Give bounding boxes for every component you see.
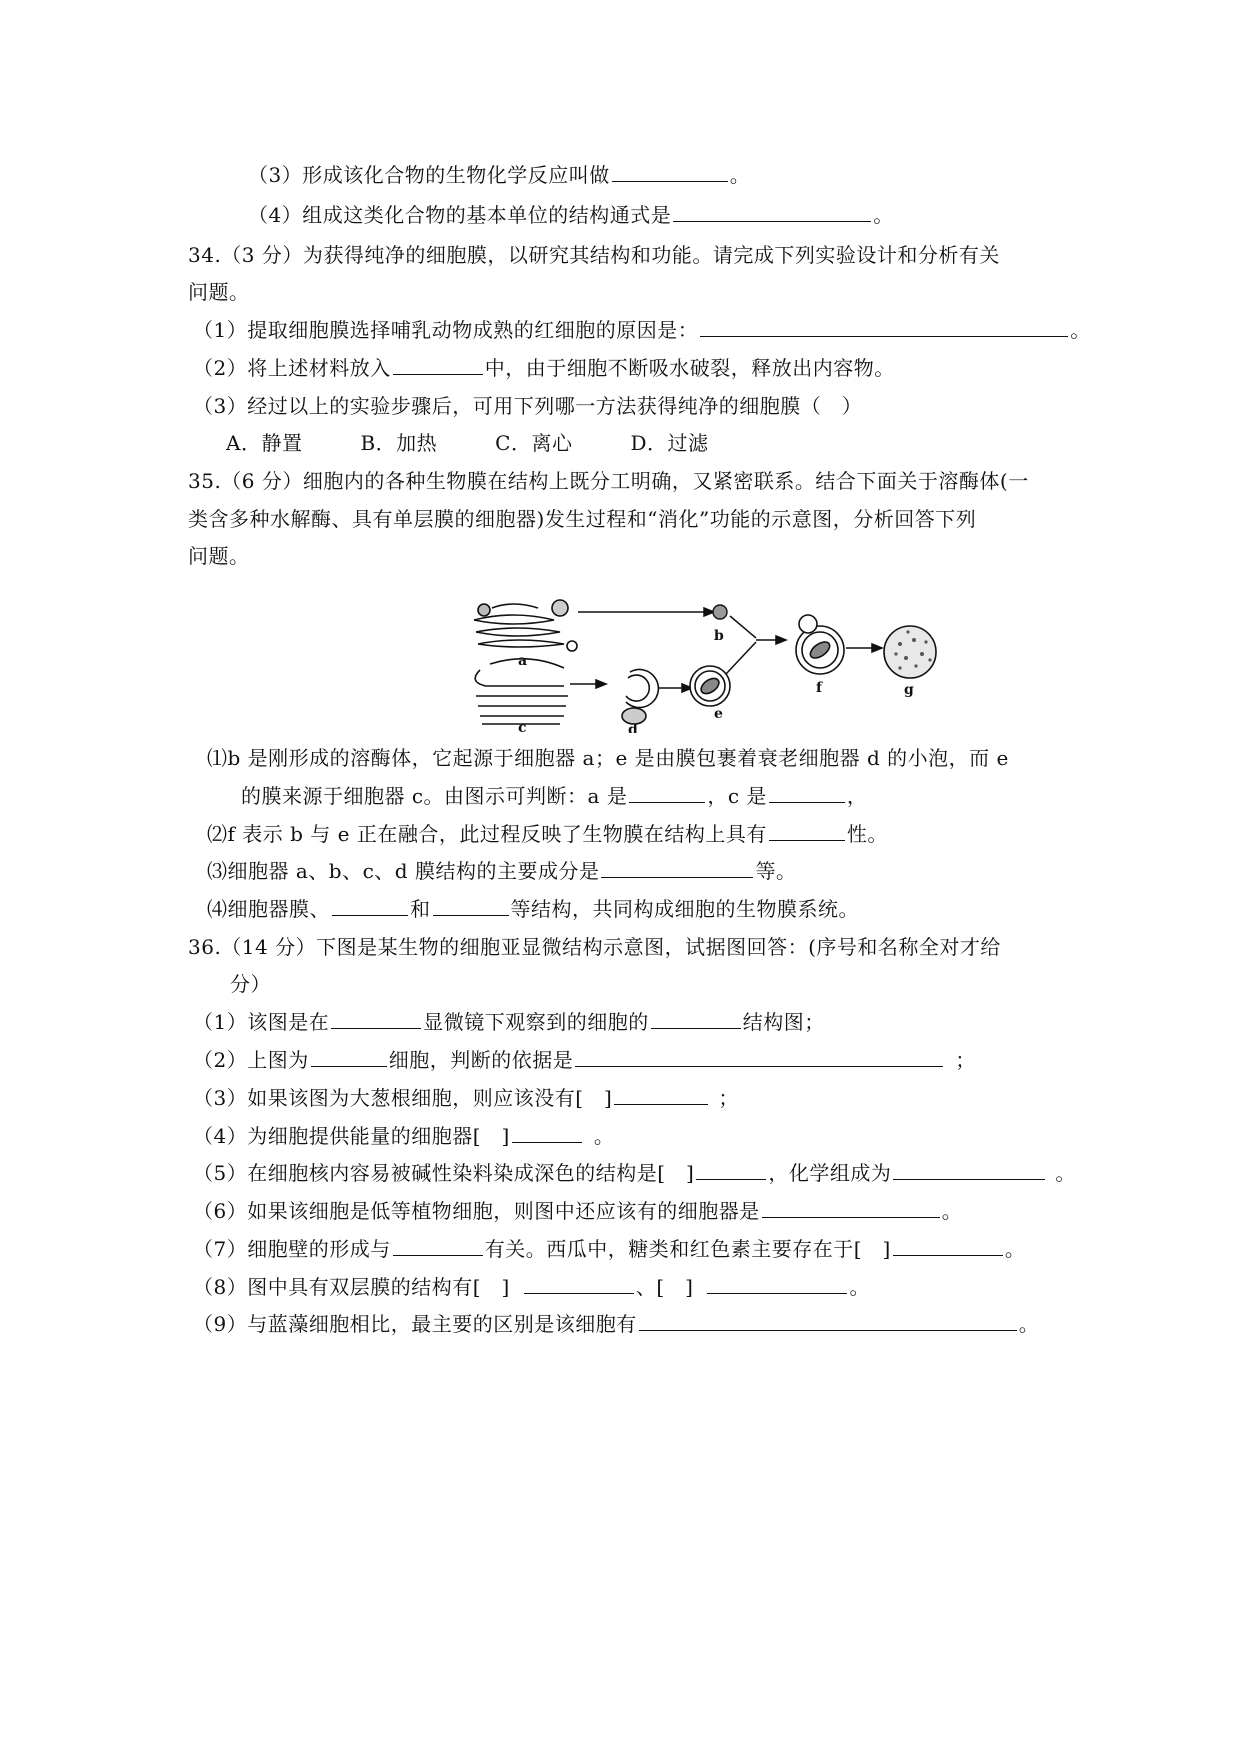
answer-blank[interactable] xyxy=(707,1275,847,1294)
answer-blank[interactable] xyxy=(639,1312,1017,1331)
option-a[interactable]: A．静置 xyxy=(226,431,303,455)
q35-stem-line3: 问题。 xyxy=(188,544,250,568)
q35-part1-line2: 的膜来源于细胞器 c。由图示可判断：a 是 ，c 是 ， xyxy=(241,784,868,808)
lysosome-diagram xyxy=(468,598,968,733)
answer-blank[interactable] xyxy=(696,1161,766,1180)
q36-part8: （8）图中具有双层膜的结构有[ ] 、[ ] 。 xyxy=(193,1275,870,1299)
label-a: a xyxy=(518,653,528,669)
label-b: b xyxy=(714,628,724,644)
label-g: g xyxy=(904,682,914,698)
q34-options xyxy=(226,431,767,455)
answer-blank[interactable] xyxy=(575,1048,943,1067)
answer-blank[interactable] xyxy=(393,1237,483,1256)
answer-blank[interactable] xyxy=(614,1086,708,1105)
label-c: c xyxy=(518,720,527,733)
answer-blank[interactable] xyxy=(893,1237,1003,1256)
q35-stem-line2: 类含多种水解酶、具有单层膜的细胞器)发生过程和“消化”功能的示意图，分析回答下列 xyxy=(188,507,977,531)
q36-part5: （5）在细胞核内容易被碱性染料染成深色的结构是[ ] ，化学组成为 。 xyxy=(193,1161,1076,1185)
q33-part3: （3）形成该化合物的生物化学反应叫做 。 xyxy=(248,163,751,187)
option-d[interactable]: D．过滤 xyxy=(630,431,709,455)
answer-blank[interactable] xyxy=(601,859,753,878)
q35-part2: ⑵f 表示 b 与 e 正在融合，此过程反映了生物膜在结构上具有 性。 xyxy=(207,822,888,846)
q35-stem-line1: 35.（6 分）细胞内的各种生物膜在结构上既分工明确，又紧密联系。结合下面关于溶酶体(一 xyxy=(188,469,1029,493)
q34-part2: （2）将上述材料放入 中，由于细胞不断吸水破裂，释放出内容物。 xyxy=(193,356,895,380)
q36-part9: （9）与蓝藻细胞相比，最主要的区别是该细胞有 。 xyxy=(193,1312,1040,1336)
label-d: d xyxy=(628,722,638,733)
arrow-d-to-e xyxy=(658,684,692,692)
answer-blank[interactable] xyxy=(893,1161,1045,1180)
arrows-to-f xyxy=(726,616,786,674)
q36-stem-line1: 36.（14 分）下图是某生物的细胞亚显微结构示意图，试据图回答：(序号和名称全对才给 xyxy=(188,935,1001,959)
fusing-vesicle-f xyxy=(796,615,844,674)
golgi-apparatus-a xyxy=(474,600,577,651)
q36-part1: （1）该图是在 显微镜下观察到的细胞的 结构图； xyxy=(193,1010,825,1034)
answer-blank[interactable] xyxy=(651,1010,741,1029)
lysosome-b xyxy=(713,605,727,619)
label-f: f xyxy=(816,680,823,696)
q35-part1-line1: ⑴b 是刚形成的溶酶体，它起源于细胞器 a；e 是由膜包裹着衰老细胞器 d 的小泡，而 e xyxy=(207,746,1009,770)
answer-blank[interactable] xyxy=(311,1048,387,1067)
answer-blank[interactable] xyxy=(331,1010,421,1029)
option-b[interactable]: B．加热 xyxy=(360,431,438,455)
q35-part4: ⑷细胞器膜、 和 等结构，共同构成细胞的生物膜系统。 xyxy=(207,897,859,921)
q35-part3: ⑶细胞器 a、b、c、d 膜结构的主要成分是 等。 xyxy=(207,859,797,883)
answer-blank[interactable] xyxy=(762,1199,940,1218)
arrow-c-to-d xyxy=(570,680,606,688)
q36-part2: （2）上图为 细胞，判断的依据是 ； xyxy=(193,1048,976,1072)
q36-part4: （4）为细胞提供能量的细胞器[ ] 。 xyxy=(193,1124,615,1148)
answer-blank[interactable] xyxy=(673,203,871,222)
q34-stem-line2: 问题。 xyxy=(188,280,250,304)
option-c[interactable]: C．离心 xyxy=(495,431,573,455)
autophagic-vesicle-e xyxy=(690,666,730,706)
q36-part3: （3）如果该图为大葱根细胞，则应该没有[ ] ； xyxy=(193,1086,739,1110)
answer-blank[interactable] xyxy=(393,356,483,375)
wrapping-vesicle-d xyxy=(622,670,658,724)
answer-blank[interactable] xyxy=(512,1124,582,1143)
q36-stem-line2: 分） xyxy=(230,972,271,996)
arrow-a-to-b xyxy=(578,608,714,616)
answer-blank[interactable] xyxy=(769,822,845,841)
q33-part4: （4）组成这类化合物的基本单位的结构通式是 。 xyxy=(248,203,894,227)
q34-stem-line1: 34.（3 分）为获得纯净的细胞膜，以研究其结构和功能。请完成下列实验设计和分析有关 xyxy=(188,243,1000,267)
q34-part3: （3）经过以上的实验步骤后，可用下列哪一方法获得纯净的细胞膜（ ） xyxy=(193,394,863,418)
answer-blank[interactable] xyxy=(629,784,705,803)
arrow-f-to-g xyxy=(846,644,882,652)
q36-part7: （7）细胞壁的形成与 有关。西瓜中，糖类和红色素主要存在于[ ] 。 xyxy=(193,1237,1026,1261)
answer-blank[interactable] xyxy=(433,897,509,916)
answer-blank[interactable] xyxy=(700,318,1068,337)
answer-blank[interactable] xyxy=(524,1275,634,1294)
answer-blank[interactable] xyxy=(769,784,845,803)
q36-part6: （6）如果该细胞是低等植物细胞，则图中还应该有的细胞器是 。 xyxy=(193,1199,963,1223)
answer-blank[interactable] xyxy=(612,163,728,182)
q34-part1: （1）提取细胞膜选择哺乳动物成熟的红细胞的原因是： 。 xyxy=(193,318,1091,342)
residual-body-g xyxy=(884,626,936,678)
answer-blank[interactable] xyxy=(332,897,408,916)
label-e: e xyxy=(714,706,723,722)
